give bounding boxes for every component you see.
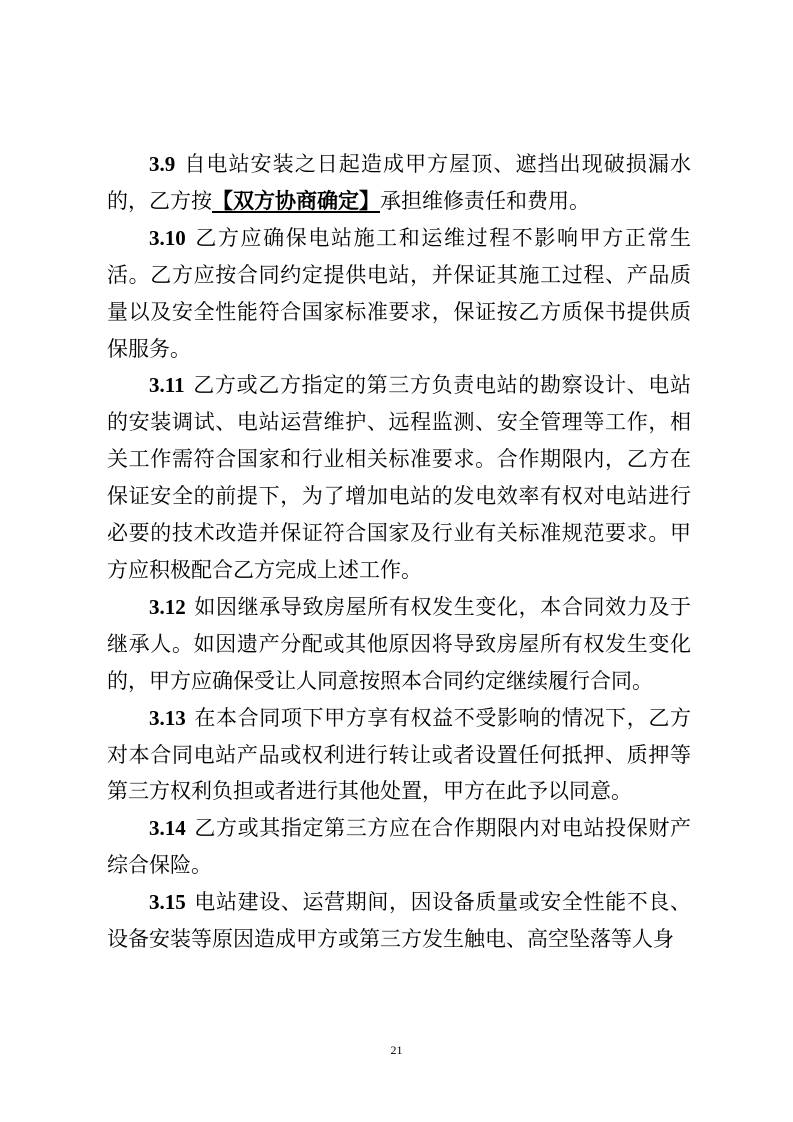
clause-3-13 — [107, 700, 691, 811]
clause-text: 乙方应确保电站施工和运维过程不影响甲方正常生活。乙方应按合同约定提供电站，并保证其施工过程、产品质量以及安全性能符合国家标准要求，保证按乙方质保书提供质保服务。 — [107, 225, 691, 361]
page-number: 21 — [390, 1043, 403, 1057]
clause-number: 3.14 — [149, 816, 186, 841]
highlighted-term: 【双方协商确定】 — [212, 187, 380, 213]
clause-text: 乙方或乙方指定的第三方负责电站的勘察设计、电站的安装调试、电站运营维护、远程监测、安全管理等工作，相关工作需符合国家和行业相关标准要求。合作期限内，乙方在保证安全的前提下，为了增加电站的发电效率有权对电站进行必要的技术改造并保证符合国家及行业有关标准规范要求。甲方应积极配合乙方完成上述工作。 — [107, 373, 691, 582]
clause-3-9 — [107, 146, 691, 220]
clause-number: 3.12 — [149, 594, 186, 619]
clause-3-10 — [107, 220, 691, 368]
clause-text: 在本合同项下甲方享有权益不受影响的情况下，乙方对本合同电站产品或权利进行转让或者设置任何抵押、质押等第三方权利负担或者进行其他处置，甲方在此予以同意。 — [107, 705, 691, 804]
clause-number: 3.9 — [149, 152, 176, 176]
clause-number: 3.13 — [149, 705, 186, 730]
clause-number: 3.15 — [149, 890, 186, 915]
clause-text: 乙方或其指定第三方应在合作期限内对电站投保财产综合保险。 — [107, 816, 691, 878]
clause-3-12 — [107, 589, 691, 700]
clause-text: 承担维修责任和费用。 — [380, 188, 590, 213]
clause-text: 电站建设、运营期间，因设备质量或安全性能不良、设备安装等原因造成甲方或第三方发生触电、高空坠落等人身 — [107, 890, 691, 952]
clause-number: 3.11 — [149, 373, 185, 398]
clause-3-11 — [107, 367, 691, 588]
clause-number: 3.10 — [149, 225, 186, 250]
clause-3-15 — [107, 884, 691, 958]
clause-3-14 — [107, 810, 691, 884]
contract-body — [107, 146, 691, 958]
clause-text: 自电站安装之日起造成甲方屋顶、遮挡出现破损漏水的，乙方按 — [107, 152, 691, 213]
clause-text: 如因继承导致房屋所有权发生变化，本合同效力及于继承人。如因遗产分配或其他原因将导致房屋所有权发生变化的，甲方应确保受让人同意按照本合同约定继续履行合同。 — [107, 594, 691, 693]
